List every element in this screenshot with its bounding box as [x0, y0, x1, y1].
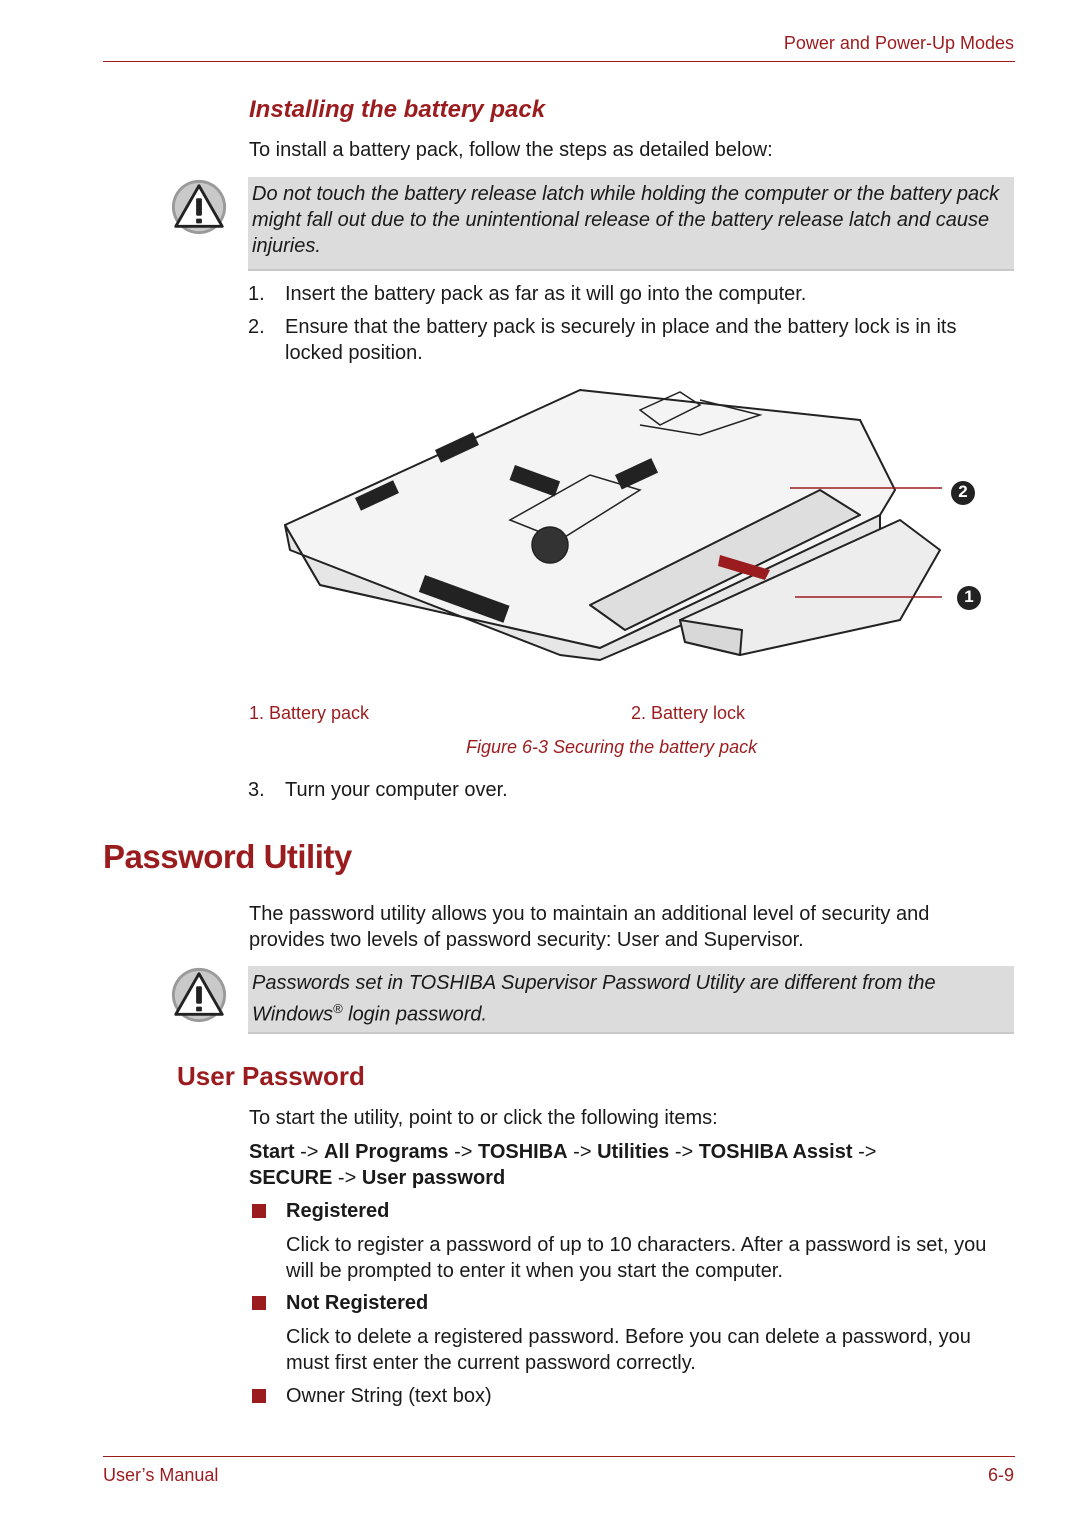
password-intro: The password utility allows you to maintain an additional level of security and provides two levels of password security: User and Supervisor. — [249, 903, 930, 951]
item-label: Not Registered — [286, 1292, 429, 1314]
user-intro: To start the utility, point to or click the following items: — [249, 1107, 718, 1129]
path-arrow: -> — [332, 1167, 362, 1189]
registered-mark: ® — [332, 1001, 343, 1016]
path-start: Start — [249, 1141, 295, 1163]
item-label: Registered — [286, 1200, 390, 1222]
path-all-programs: All Programs — [324, 1141, 449, 1163]
step-2 — [248, 314, 1018, 366]
path-arrow: -> — [567, 1141, 598, 1163]
item-label: Owner String (text box) — [286, 1385, 492, 1407]
warning-text-end: login password. — [342, 1003, 488, 1026]
footer-manual: User’s Manual — [103, 1465, 219, 1485]
step-number: 3. — [248, 779, 265, 801]
path-user-password: User password — [361, 1167, 506, 1189]
footer-rule — [103, 1456, 1015, 1457]
step-1 — [248, 281, 1018, 307]
step-number: 1. — [248, 283, 265, 305]
figure-legend-1: 1. Battery pack — [249, 703, 370, 723]
bullet — [252, 1204, 266, 1218]
menu-path — [249, 1139, 1009, 1191]
item-description: Click to register a password of up to 10 characters. After a password is set, you will be prompted to enter it when you start the computer. — [286, 1234, 987, 1282]
install-intro: To install a battery pack, follow the steps as detailed below: — [249, 139, 773, 161]
running-header: Power and Power-Up Modes — [783, 33, 1014, 53]
figure-legend-2: 2. Battery lock — [631, 703, 746, 723]
subsection-heading: User Password — [177, 1061, 365, 1091]
bullet — [252, 1296, 266, 1310]
path-arrow: -> — [669, 1141, 699, 1163]
path-arrow: -> — [852, 1141, 882, 1163]
bullet — [252, 1389, 266, 1403]
header-rule — [103, 61, 1015, 62]
warning-icon — [170, 178, 228, 236]
path-assist: TOSHIBA Assist — [698, 1141, 853, 1163]
step-3 — [248, 777, 1018, 803]
step-text: Turn your computer over. — [285, 779, 508, 801]
warning-note: Do not touch the battery release latch while holding the computer or the battery pack might fall out due to the unintentional release of the battery release latch and cause injuries. — [248, 177, 1014, 271]
warning-note — [248, 966, 1014, 1034]
page-number: 6-9 — [987, 1465, 1014, 1485]
figure-caption: Figure 6-3 Securing the battery pack — [466, 737, 758, 757]
step-text: Insert the battery pack as far as it will go into the computer. — [285, 283, 807, 305]
path-arrow: -> — [448, 1141, 478, 1163]
warning-text: Passwords set in TOSHIBA Supervisor Password Utility are different from the Windows — [252, 972, 936, 1026]
path-arrow: -> — [294, 1141, 325, 1163]
path-utilities: Utilities — [597, 1141, 670, 1163]
item-description: Click to delete a registered password. Before you can delete a password, you must first enter the current password correctly. — [286, 1326, 971, 1374]
battery-installation-illustration — [260, 380, 1000, 680]
step-text: Ensure that the battery pack is securely in place and the battery lock is in its locked position. — [285, 316, 957, 364]
path-secure: SECURE — [249, 1167, 333, 1189]
callout-2-label: 2 — [958, 482, 968, 501]
warning-icon — [170, 966, 228, 1024]
step-number: 2. — [248, 316, 265, 338]
section-heading: Password Utility — [103, 838, 352, 875]
subsection-heading: Installing the battery pack — [249, 96, 546, 123]
path-toshiba: TOSHIBA — [477, 1141, 568, 1163]
callout-1-label: 1 — [964, 587, 974, 606]
